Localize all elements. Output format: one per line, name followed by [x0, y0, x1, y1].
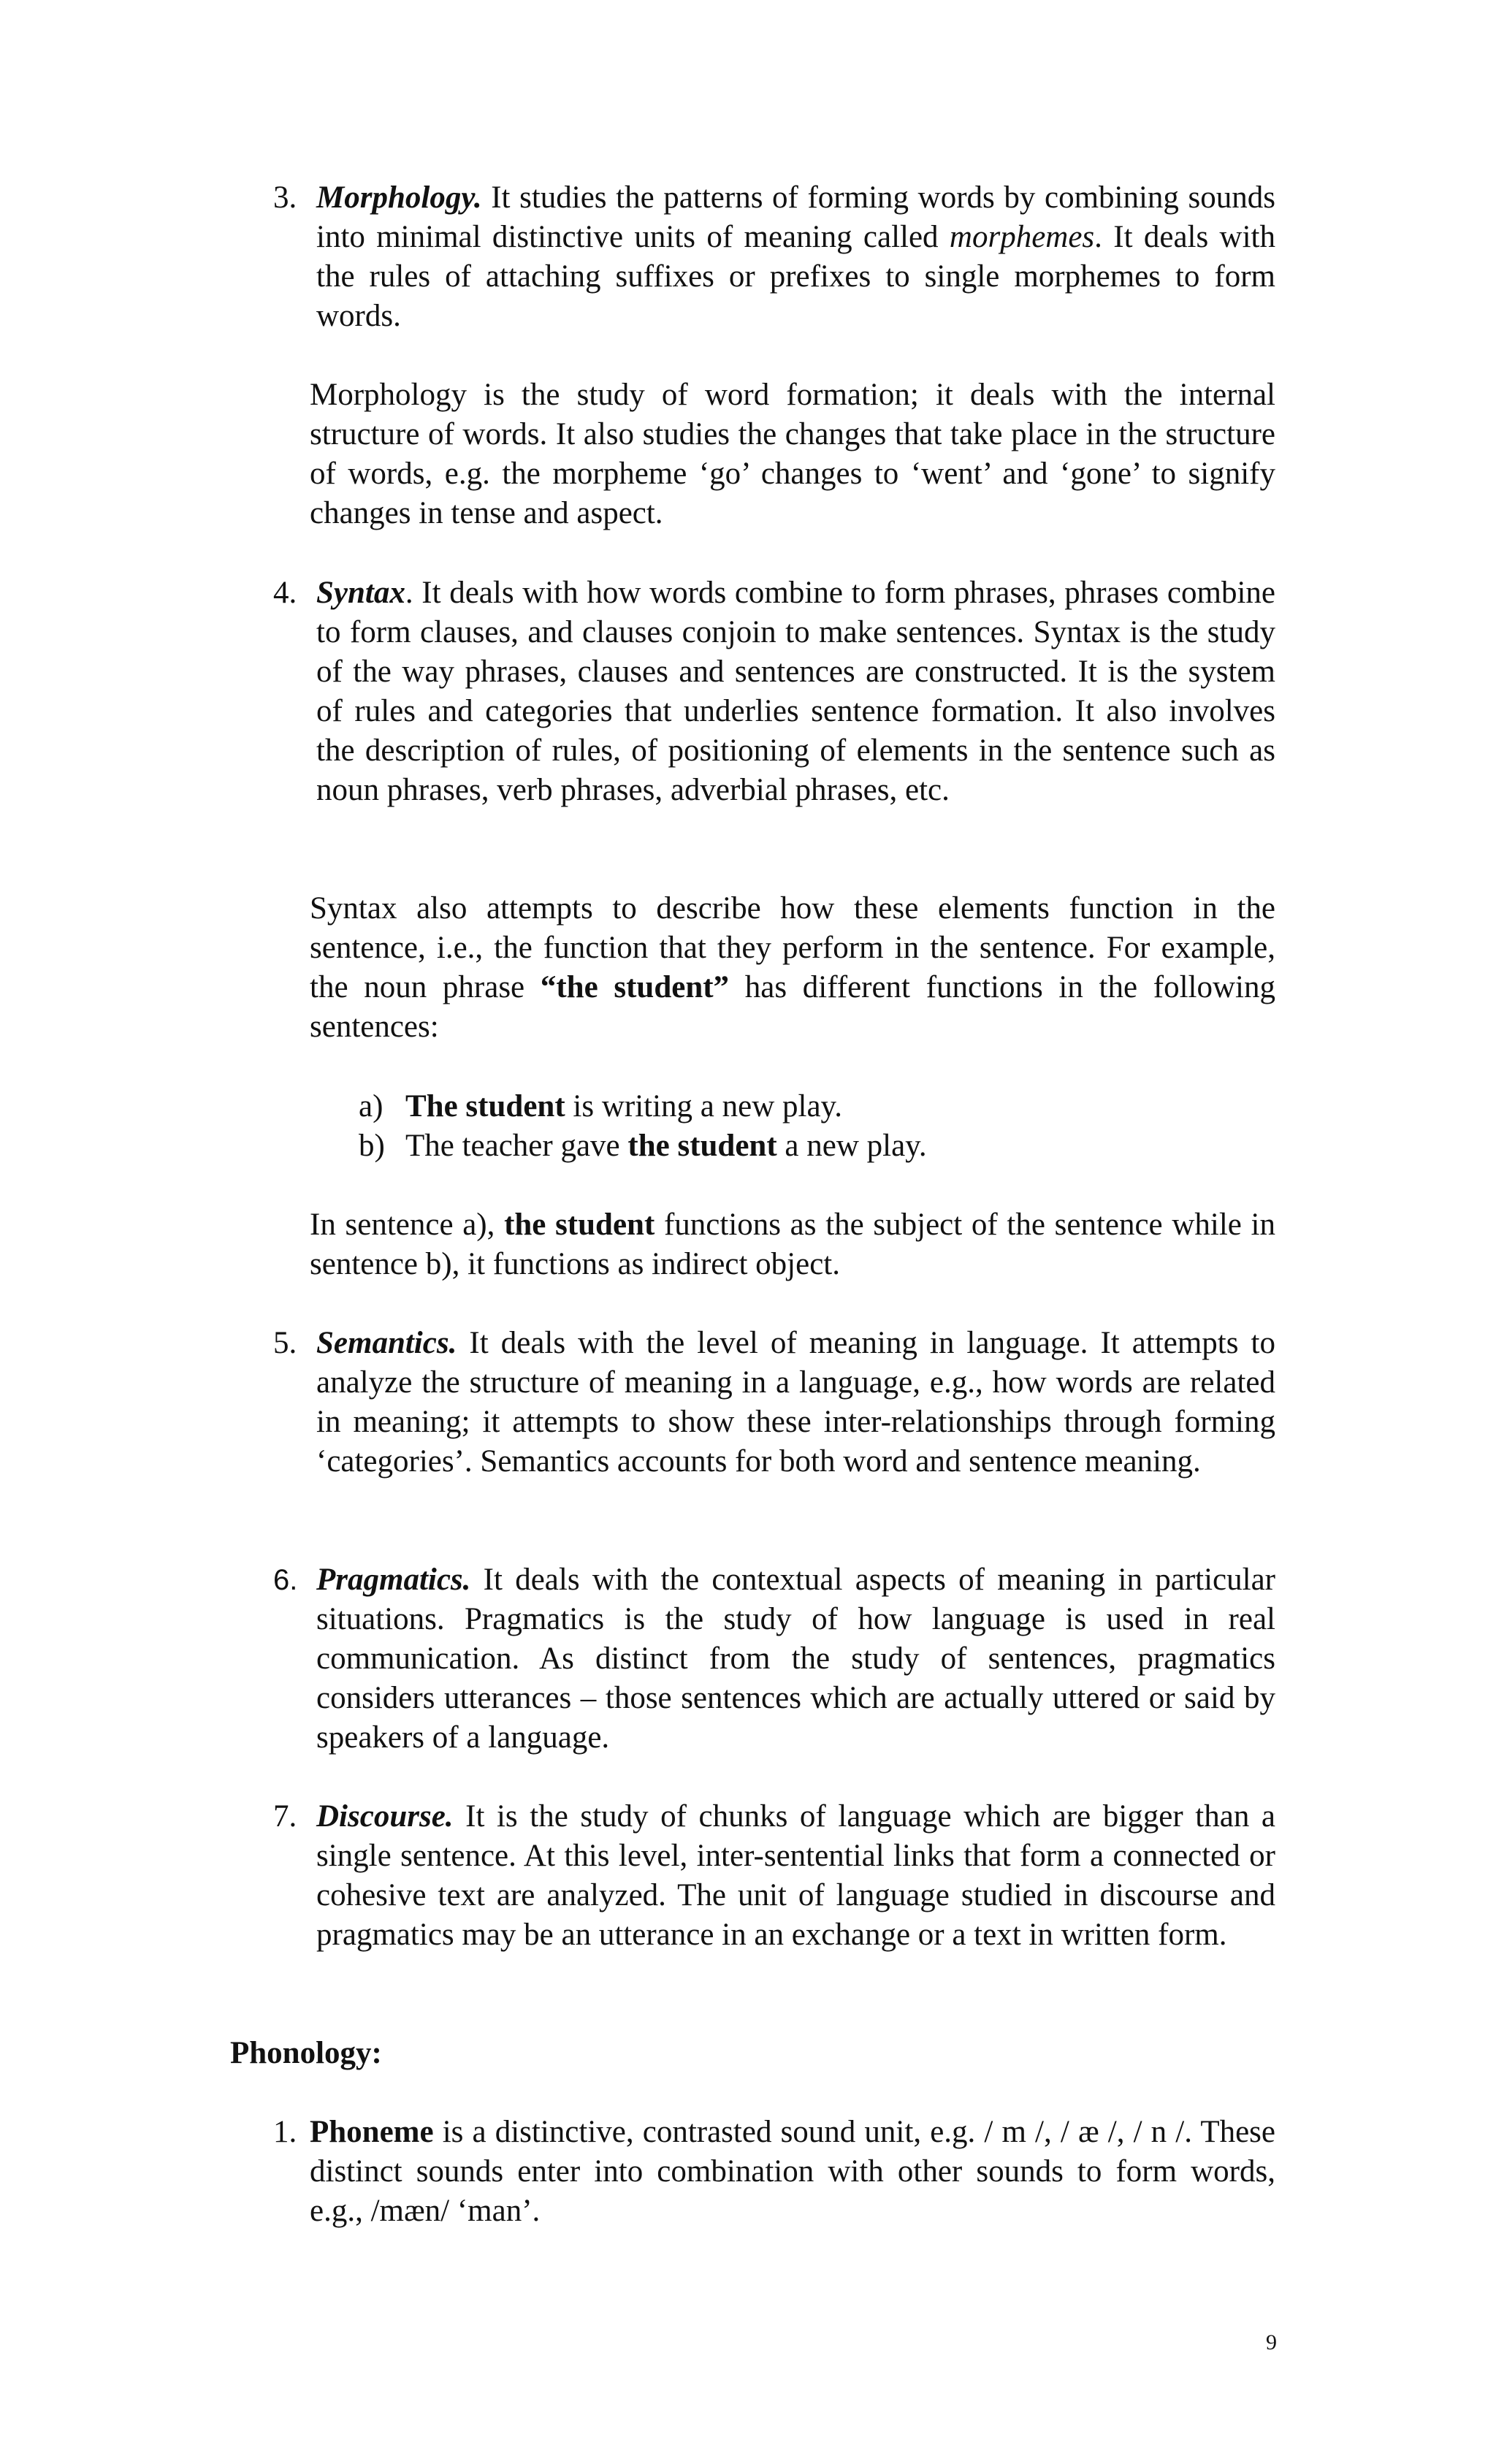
morphology-paragraph: Morphology is the study of word formation; it deals with the internal structure of words. It also studies the changes that take place in the structure of words, e.g. the morpheme ‘go’ changes to ‘went’ and ‘gone’ to signify changes in tense and aspect.: [310, 378, 1275, 530]
term-label: Semantics.: [316, 1326, 457, 1360]
list-number: 4.: [273, 576, 297, 610]
example-explanation: In sentence a), the student functions as the subject of the sentence while in sentence b), it functions as indirect object.: [310, 1208, 1275, 1281]
term-label: Morphology.: [316, 180, 482, 215]
list-number: 3.: [273, 180, 297, 215]
example-label: a): [359, 1089, 383, 1124]
list-number: 7.: [273, 1799, 297, 1834]
semantics-item: Semantics. It deals with the level of meaning in language. It attempts to analyze the structure of meaning in a language, e.g., how words are related in meaning; it attempts to show these inter-relationships through forming ‘categories’. Semantics accounts for both word and sentence meaning.: [316, 1326, 1275, 1479]
example-sentence: The student is writing a new play.: [405, 1089, 842, 1124]
list-number: 5.: [273, 1326, 297, 1360]
italic-term: morphemes: [949, 220, 1095, 254]
term-label: Discourse.: [316, 1799, 454, 1834]
pragmatics-item: Pragmatics. It deals with the contextual aspects of meaning in particular situations. Pragmatics is the study of how language is used in real communication. As distinct from the study of sentences, pragmatics considers utterances – those sentences which are actually uttered or said by speakers of a language.: [316, 1563, 1275, 1755]
section-heading: Phonology:: [230, 2036, 382, 2070]
example-label: b): [359, 1129, 385, 1163]
discourse-item: Discourse. It is the study of chunks of language which are bigger than a single sentence. At this level, inter-sentential links that form a connected or cohesive text are analyzed. The unit of language studied in discourse and pragmatics may be an utterance in an exchange or a text in written form.: [316, 1799, 1275, 1952]
morphology-item: Morphology. It studies the patterns of forming words by combining sounds into minimal distinctive units of meaning called morphemes. It deals with the rules of attaching suffixes or prefixes to single morphemes to form words.: [316, 180, 1275, 333]
list-number: 1.: [273, 2115, 297, 2149]
page-number: 9: [1266, 2330, 1277, 2354]
syntax-paragraph: Syntax also attempts to describe how these elements function in the sentence, i.e., the function that they perform in the sentence. For example, the noun phrase “the student” has different functions in the following sentences:: [310, 891, 1275, 1044]
term-label: Syntax: [316, 576, 405, 610]
term-label: Pragmatics.: [316, 1563, 471, 1597]
syntax-item: Syntax. It deals with how words combine to form phrases, phrases combine to form clauses, and clauses conjoin to make sentences. Syntax is the study of the way phrases, clauses and sentences are constructed. It is the system of rules and categories that underlies sentence formation. It also involves the description of rules, of positioning of elements in the sentence such as noun phrases, verb phrases, adverbial phrases, etc.: [316, 576, 1275, 807]
term-label: Phoneme: [310, 2115, 434, 2149]
example-sentence: The teacher gave the student a new play.: [405, 1129, 927, 1163]
phoneme-item: Phoneme is a distinctive, contrasted sound unit, e.g. / m /, / æ /, / n /. These distinct sounds enter into combination with other sounds to form words, e.g., /mæn/ ‘man’.: [310, 2115, 1275, 2228]
list-number: 6.: [273, 1564, 298, 1596]
